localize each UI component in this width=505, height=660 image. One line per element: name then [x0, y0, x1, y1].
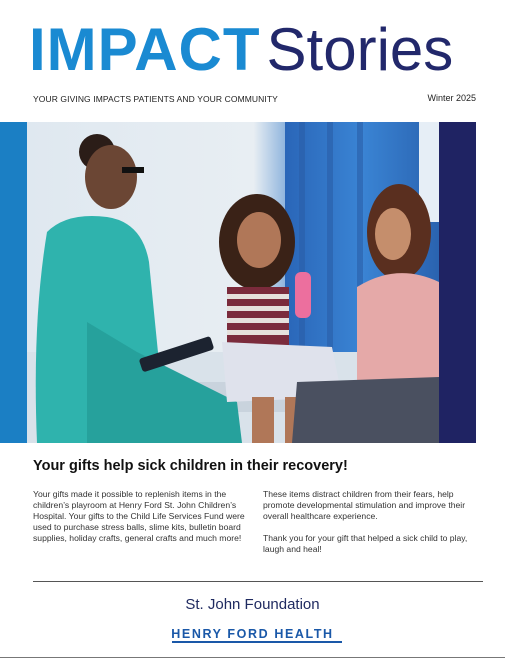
tagline: YOUR GIVING IMPACTS PATIENTS AND YOUR COMMUNITY: [33, 94, 278, 104]
page-bottom-line: [0, 657, 505, 658]
article-paragraph: Your gifts made it possible to replenish items in the children’s playroom at Henry Ford St. John Children’s Hospital. Your gifts to the Child Life Services Fund were used to purchase stress balls, slime kits, bulletin board supplies, holiday crafts, general crafts and much more!: [33, 489, 245, 544]
article-column-left: [33, 489, 258, 555]
article-paragraph: These items distract children from their fears, help promote developmental stimulation and improve their overall healthcare experience.: [263, 489, 466, 522]
masthead-impact: IMPACT: [29, 16, 261, 83]
henry-ford-health-logo: HENRY FORD HEALTH: [171, 627, 334, 641]
right-accent-bar: [439, 122, 476, 443]
left-accent-bar: [0, 122, 27, 443]
hero-photo: [27, 122, 439, 443]
article-paragraph: Thank you for your gift that helped a sick child to play, laugh and heal!: [263, 533, 468, 555]
masthead: [29, 16, 454, 83]
article-column-right: [263, 489, 485, 566]
article-headline: Your gifts help sick children in their recovery!: [33, 458, 348, 474]
foundation-name: St. John Foundation: [185, 596, 320, 613]
divider: [33, 581, 483, 582]
issue-date: Winter 2025: [427, 93, 476, 103]
masthead-stories: Stories: [266, 16, 454, 83]
logo-underline: [172, 641, 342, 643]
